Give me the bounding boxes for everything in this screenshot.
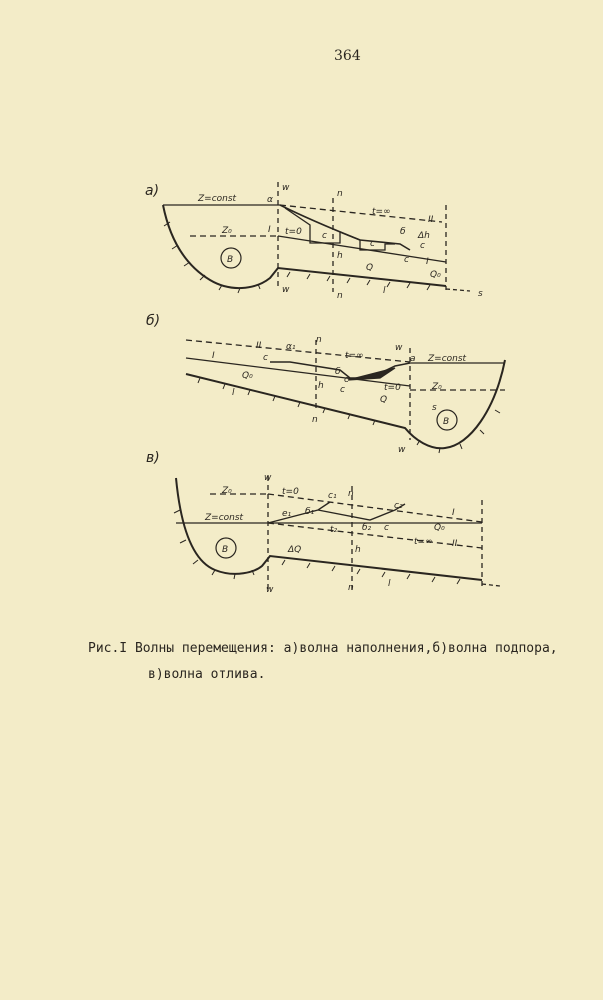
- caption-line-1: Рис.I Волны перемещения: а)волна наполнения,б)волна подпора,: [88, 641, 558, 656]
- v-l: l: [388, 579, 391, 589]
- a-h: h: [337, 251, 343, 261]
- b-w-bottom: w: [398, 445, 406, 455]
- panel-b-wave-fill: [348, 368, 395, 380]
- v-c: c: [384, 523, 389, 533]
- a-roman-2: II: [428, 215, 434, 225]
- a-n-top: n: [337, 189, 343, 199]
- b-Q0: Q₀: [242, 371, 253, 381]
- v-t-inf: t=∞: [414, 537, 433, 547]
- v-n-bottom: n: [348, 583, 354, 593]
- a-w-bottom: w: [282, 285, 290, 295]
- b-s: s: [432, 403, 437, 413]
- a-c4: c: [404, 255, 409, 265]
- v-c1: c₁: [328, 491, 337, 501]
- b-h: h: [318, 381, 324, 391]
- b-t-inf: t=∞: [345, 351, 364, 361]
- v-b1: б₁: [305, 507, 315, 517]
- a-c2: c: [370, 239, 375, 249]
- a-alpha: α: [267, 195, 273, 205]
- b-c1: c: [263, 353, 268, 363]
- a-c1: c: [322, 231, 327, 241]
- v-h: h: [355, 545, 361, 555]
- a-s: s: [478, 289, 483, 299]
- panel-v-s-axis: [482, 584, 500, 586]
- a-dh: Δh: [418, 231, 430, 241]
- a-Q: Q: [366, 263, 374, 273]
- a-l: l: [383, 286, 386, 296]
- caption-line-2: в)волна отлива.: [148, 667, 266, 682]
- b-z-const: Z=const: [428, 354, 467, 364]
- v-roman-1: I: [452, 508, 455, 518]
- b-c3: c: [340, 385, 345, 395]
- v-c2: c₂: [394, 501, 403, 511]
- panel-label-v: в): [146, 450, 160, 466]
- b-roman-1: I: [212, 351, 215, 361]
- panel-a-s-axis: [446, 289, 470, 291]
- a-roman-1-left: I: [268, 225, 271, 235]
- panel-label-a: а): [145, 183, 160, 199]
- a-t-inf: t=∞: [372, 207, 391, 217]
- b-b: б: [335, 367, 341, 377]
- b-roman-2: II: [256, 341, 262, 351]
- panel-label-b: б): [146, 313, 161, 329]
- a-n-bottom: n: [337, 291, 343, 301]
- v-t2: t₂: [330, 525, 338, 535]
- v-z-const: Z=const: [205, 513, 244, 523]
- b-basin: B: [443, 417, 450, 427]
- panel-a-line-II: [280, 205, 442, 222]
- b-alpha1: α₁: [286, 342, 296, 352]
- figure-caption: [88, 636, 588, 688]
- page-number: 364: [334, 48, 361, 64]
- b-l: l: [232, 388, 235, 398]
- a-t-zero: t=0: [285, 227, 302, 237]
- b-c2: c: [344, 375, 349, 385]
- v-basin: B: [222, 545, 229, 555]
- b-n-top: n: [316, 335, 322, 345]
- b-z0: Z₀: [432, 382, 442, 392]
- b-Q: Q: [380, 395, 388, 405]
- v-e1: e₁: [282, 509, 292, 519]
- v-n-top: n: [348, 489, 354, 499]
- a-w-top: w: [282, 183, 290, 193]
- v-b2: б₂: [362, 523, 372, 533]
- a-z-const: Z=const: [198, 194, 237, 204]
- a-c3: c: [420, 241, 425, 251]
- v-w-top: w: [264, 473, 272, 483]
- b-w-top: w: [395, 343, 403, 353]
- v-z0: Z₀: [222, 486, 232, 496]
- a-z0: Z₀: [222, 226, 232, 236]
- v-dQ: ΔQ: [288, 545, 302, 555]
- v-roman-2: II: [452, 539, 458, 549]
- b-a: а: [410, 354, 416, 364]
- v-w-bottom: w: [266, 585, 274, 595]
- panel-b-bottom: [186, 360, 505, 448]
- a-b: б: [400, 227, 406, 237]
- v-t-zero: t=0: [282, 487, 299, 497]
- a-Q0: Q₀: [430, 270, 441, 280]
- v-Q0: Q₀: [434, 523, 445, 533]
- panel-b-ground-hatch: [198, 378, 500, 453]
- b-n-bottom: n: [312, 415, 318, 425]
- panel-b-line-II: [186, 340, 410, 362]
- b-t-zero: t=0: [384, 383, 401, 393]
- a-roman-1-right: I: [426, 257, 429, 267]
- a-basin: B: [227, 255, 234, 265]
